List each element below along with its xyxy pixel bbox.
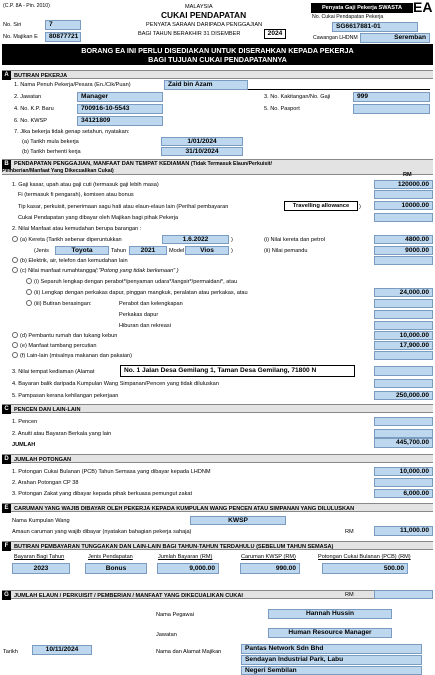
b-hh-ii-label: (ii) Lengkap dengan perkakas dapur, pinggan mangkuk, peralatan atau perkakas, atau: [34, 290, 248, 296]
f-amount-field[interactable]: 9,000.00: [157, 563, 219, 574]
b-tax-paid-label: Cukai Pendapatan yang dibayar oleh Majikan bagi pihak Pekerja: [18, 215, 179, 221]
passport-label: 5. No. Pasport: [264, 106, 300, 112]
section-a-header: [2, 70, 433, 79]
form-code: (C.P. 8A - Pin. 2010): [3, 3, 50, 9]
g-employer-label: Nama dan Alamat Majikan: [156, 649, 222, 655]
g-officer-field[interactable]: Hannah Hussin: [268, 609, 392, 619]
b-car-value-field[interactable]: 4800.00: [374, 235, 433, 244]
b-car-type-field[interactable]: Toyota: [55, 246, 109, 255]
b-item3-label: 3. Nilai tempat kediaman (Alamat: [12, 369, 95, 375]
b-f-label: (f) Lain-lain (misalnya makanan dan pakaian): [20, 353, 132, 359]
start-date-field[interactable]: 1/01/2024: [161, 137, 243, 146]
no-siri-field[interactable]: 7: [45, 20, 81, 30]
b-fee-value[interactable]: [374, 190, 433, 199]
f-col-year: Bayaran Bagi Tahun: [14, 554, 65, 560]
section-d-letter: D: [2, 455, 11, 464]
section-e-title: CARUMAN YANG WAJIB DIBAYAR OLEH PEKERJA KEPADA KUMPULAN WANG PENCEN ATAU SIMPANAN YANG DILULUSKAN: [14, 505, 355, 512]
b-f-field[interactable]: [374, 351, 433, 360]
g-rm-label: RM: [345, 592, 354, 598]
section-g-letter: G: [2, 591, 11, 600]
b-d-radio[interactable]: [12, 332, 18, 338]
b-fee-label: Fi (termasuk fi pengarah), komisen atau bonus: [18, 192, 134, 198]
employee-name-field[interactable]: Zaid bin Azam: [164, 80, 248, 90]
b-car-model-label: Model: [169, 248, 185, 254]
section-g-title: JUMLAH ELAUN / PERKUISIT / PEMBERIAN / MANFAAT YANG DIKECUALIKAN CUKAI: [14, 592, 243, 599]
d-item1-label: 1. Potongan Cukai Bulanan (PCB) Tahun Semasa yang dibayar kepada LHDNM: [12, 469, 211, 475]
b-item3-address-field[interactable]: No. 1 Jalan Desa Gemilang 1, Taman Desa Gemilang, 71800 N: [120, 365, 355, 377]
b-item1-label: 1. Gaji kasar, upah atau gaji cuti (termasuk gaji lebih masa): [12, 182, 159, 188]
e-fund-field[interactable]: KWSP: [190, 516, 286, 525]
b-driver-field[interactable]: 9000.00: [374, 246, 433, 255]
b-tip-description[interactable]: Travelling allowance: [284, 201, 358, 211]
b-car-label: (a) Kereta (Tarikh sebenar diperuntukkan: [20, 237, 122, 243]
b-car-model-paren: ): [231, 248, 233, 254]
b-tip-value[interactable]: 10000.00: [374, 201, 433, 210]
b-car-radio[interactable]: [12, 236, 18, 242]
g-position-field[interactable]: Human Resource Manager: [268, 628, 392, 638]
g-officer-label: Nama Pegawai: [156, 612, 194, 618]
b-hh-iii-a-label: Perabot dan kelengkapan: [119, 301, 183, 307]
b-car-year-label: Tahun: [111, 248, 127, 254]
section-c-letter: C: [2, 405, 11, 414]
b-tip-label: Tip kasar, perkuisit, penerimaan sagu hati atau elaun-elaun lain (Perihal pembayaran: [18, 204, 229, 210]
country-label: MALAYSIA: [185, 4, 213, 10]
f-type-field[interactable]: Bonus: [85, 563, 147, 574]
no-majikan-field[interactable]: 80877721: [45, 32, 81, 42]
section-g-header: [2, 590, 433, 599]
f-kwsp-field[interactable]: 990.00: [240, 563, 300, 574]
g-employer-line2[interactable]: Sendayan Industrial Park, Labu: [241, 655, 422, 665]
position-label: 2. Jawatan: [14, 94, 42, 100]
f-pcb-field[interactable]: 500.00: [322, 563, 408, 574]
b-hh-iii-b-field[interactable]: [374, 310, 433, 319]
tax-no-label: No. Cukai Pendapatan Pekerja: [312, 14, 384, 20]
form-title: CUKAI PENDAPATAN: [161, 10, 247, 20]
passport-field[interactable]: [353, 104, 430, 114]
section-b-letter: B: [2, 160, 11, 169]
b-d-label: (d) Pembantu rumah dan tukang kebun: [20, 333, 118, 339]
b-driver-label: (ii) Nilai pemandu: [264, 248, 308, 254]
section-b-title-line1: PENDAPATAN PENGGAJIAN, MANFAAT DAN TEMPAT KEDIAMAN: [14, 161, 190, 167]
banner-line-1: BORANG EA INI PERLU DISEDIAKAN UNTUK DISERAHKAN KEPADA PEKERJA: [81, 46, 354, 55]
c-item1-field[interactable]: [374, 417, 433, 426]
d-item3-field[interactable]: 6,000.00: [374, 489, 433, 498]
ic-field[interactable]: 700916-10-5543: [77, 104, 163, 114]
g-employer-line1[interactable]: Pantas Network Sdn Bhd: [241, 644, 422, 654]
g-position-label: Jawatan: [156, 632, 177, 638]
b-item4-field[interactable]: [374, 379, 433, 388]
b-hh-i-label: (i) Separuh lengkap dengan perabot*/penyaman udara*/langsir*/permaidani*, atau: [34, 279, 238, 285]
b-item1-value[interactable]: 120000.00: [374, 180, 433, 189]
b-item4-label: 4. Bayaran balik daripada Kumpulan Wang Simpanan/Pencen yang tidak diluluskan: [12, 381, 219, 387]
b-f-radio[interactable]: [12, 352, 18, 358]
b-e-field[interactable]: 17,900.00: [374, 341, 433, 350]
no-siri-label: No. Siri: [3, 22, 22, 28]
section-c-title: PENCEN DAN LAIN-LAIN: [14, 406, 81, 413]
f-col-pcb: Potongan Cukai Bulanan (PCB) (RM): [318, 554, 411, 560]
f-col-kwsp: Caruman KWSP (RM): [241, 554, 296, 560]
b-e-label: (e) Manfaat tambang percutian: [20, 343, 97, 349]
banner-line-2: BAGI TUJUAN CUKAI PENDAPATANNYA: [148, 55, 287, 64]
section-c-header: [2, 404, 433, 413]
d-item2-field[interactable]: [374, 478, 433, 487]
b-e-radio[interactable]: [12, 342, 18, 348]
b-item5-label: 5. Pampasan kerana kehilangan pekerjaan: [12, 393, 119, 399]
b-tip-close-paren: ): [359, 204, 361, 210]
start-date-label: (a) Tarikh mula bekerja: [22, 139, 79, 145]
section-b-title-note: (Tidak Termasuk Elaun/Perkuisit/: [190, 161, 272, 167]
period-label: 7. Jika bekerja tidak genap setahun, nyatakan:: [14, 129, 130, 135]
f-col-type: Jenis Pendapatan: [88, 554, 133, 560]
b-utility-label: (b) Elektrik, air, telefon dan kemudahan lain: [20, 258, 128, 264]
section-a-title: BUTIRAN PEKERJA: [14, 72, 68, 79]
g-date-label: Tarikh: [3, 649, 18, 655]
b-hh-i-radio[interactable]: [26, 278, 32, 284]
b-d-field[interactable]: 10,000.00: [374, 331, 433, 340]
b-hh-iii-c-field[interactable]: [374, 321, 433, 330]
employee-name-label: 1. Nama Penuh Pekerja/Pesara (En./Cik/Puan): [14, 82, 131, 88]
section-d-header: [2, 454, 433, 463]
b-car-date-field[interactable]: 1.6.2022: [162, 235, 229, 244]
end-date-field[interactable]: 31/10/2024: [161, 147, 243, 156]
b-utility-field[interactable]: [374, 256, 433, 265]
lhdn-field[interactable]: Seremban: [360, 33, 430, 43]
b-hh-iii-c-label: Hiburan dan rekreasi: [119, 323, 171, 329]
section-b-title: [14, 161, 272, 168]
instruction-banner: [2, 44, 433, 65]
b-tax-paid-value[interactable]: [374, 213, 433, 222]
ic-label: 4. No. K.P. Baru: [14, 106, 54, 112]
form-subtitle: PENYATA SARAAN DARIPADA PENGGAJIAN: [146, 22, 263, 28]
name-underline: [248, 89, 430, 90]
c-item2-label: 2. Anuiti atau Bayaran Berkala yang lain: [12, 431, 112, 437]
year-label: BAGI TAHUN BERAKHIR 31 DISEMBER: [138, 31, 241, 37]
b-item3-value-field[interactable]: [374, 366, 433, 376]
b-car-model-field[interactable]: Vios: [185, 246, 229, 255]
e-amount-label: Amaun caruman yang wajib dibayar (nyatakan bahagian pekerja sahaja): [12, 529, 192, 535]
b-hh-iii-a-field[interactable]: [374, 299, 433, 308]
staff-no-label: 3. No. Kakitangan/No. Gaji: [264, 94, 331, 100]
b-utility-radio[interactable]: [12, 257, 18, 263]
section-b-header: [2, 159, 433, 175]
b-item5-field[interactable]: 250,000.00: [374, 391, 433, 400]
year-field[interactable]: 2024: [264, 29, 286, 39]
b-car-type-label: (Jenis: [34, 248, 49, 254]
staff-no-field[interactable]: 999: [353, 92, 430, 102]
b-car-date-paren: ): [231, 237, 233, 243]
section-f-letter: F: [2, 542, 11, 551]
end-date-label: (b) Tarikh berhenti kerja: [22, 149, 81, 155]
b-hh-iii-b-label: Perkakas dapur: [119, 312, 159, 318]
section-b-rm-label: RM: [403, 172, 412, 178]
no-majikan-label: No. Majikan E: [3, 34, 38, 40]
section-f-title: BUTIRAN PEMBAYARAN TUNGGAKAN DAN LAIN-LAIN BAGI TAHUN-TAHUN TERDAHULU (SEBELUM TAHUN SEMASA): [14, 543, 334, 550]
b-hh-iii-radio[interactable]: [26, 300, 32, 306]
d-item2-label: 2. Arahan Potongan CP 38: [12, 480, 79, 486]
section-b-title-line2: Pemberian/Manfaat Yang Dikecualikan Cukai): [2, 167, 114, 174]
section-f-header: [2, 541, 433, 550]
section-d-title: JUMLAH POTONGAN: [14, 456, 72, 463]
section-e-header: [2, 503, 433, 512]
c-item1-label: 1. Pencen: [12, 419, 38, 425]
section-a-letter: A: [2, 71, 11, 80]
position-field[interactable]: Manager: [77, 92, 163, 102]
c-total-label: JUMLAH: [12, 442, 36, 448]
b-household-radio[interactable]: [12, 267, 18, 273]
kwsp-label: 6. No. KWSP: [14, 118, 47, 124]
f-year-field[interactable]: 2023: [12, 563, 70, 574]
c-total-field[interactable]: 445,700.00: [374, 438, 433, 448]
e-rm-label: RM: [345, 529, 354, 535]
e-amount-field[interactable]: 11,000.00: [374, 526, 433, 536]
b-household-label: (c) Nilai manfaat rumahtangga :: [20, 268, 99, 274]
form-letters: EA: [413, 0, 433, 15]
c-item2-field[interactable]: [374, 429, 433, 438]
g-employer-line3[interactable]: Negeri Sembilan: [241, 666, 422, 675]
b-hh-iii-label: (iii) Butiran berasingan:: [34, 301, 92, 307]
d-item3-label: 3. Potongan Zakat yang dibayar kepada pihak berkuasa pemungut zakat: [12, 491, 193, 497]
tax-no-field[interactable]: SG6617881-01: [332, 22, 418, 32]
b-hh-ii-radio[interactable]: [26, 289, 32, 295]
f-col-amount: Jumlah Bayaran (RM): [158, 554, 213, 560]
private-employee-badge: Penyata Gaji Pekerja SWASTA: [311, 3, 413, 13]
e-fund-label: Nama Kumpulan Wang: [12, 518, 70, 524]
b-hh-ii-field[interactable]: 24,000.00: [374, 288, 433, 297]
b-item2-label: 2. Nilai Manfaat atau kemudahan berupa barangan :: [12, 226, 142, 232]
lhdn-label: Cawangan LHDNM: [313, 35, 358, 41]
b-household-note: ( "Potong yang tidak berkenaan" ): [95, 268, 179, 274]
g-date-field[interactable]: 10/11/2024: [32, 645, 92, 655]
d-item1-field[interactable]: 10,000.00: [374, 467, 433, 476]
section-e-letter: E: [2, 504, 11, 513]
b-car-year-field[interactable]: 2021: [129, 246, 167, 255]
kwsp-field[interactable]: 34121809: [77, 116, 163, 126]
g-exempt-field[interactable]: [374, 590, 433, 599]
b-car-value-label: (i) Nilai kereta dan petrol: [264, 237, 325, 243]
